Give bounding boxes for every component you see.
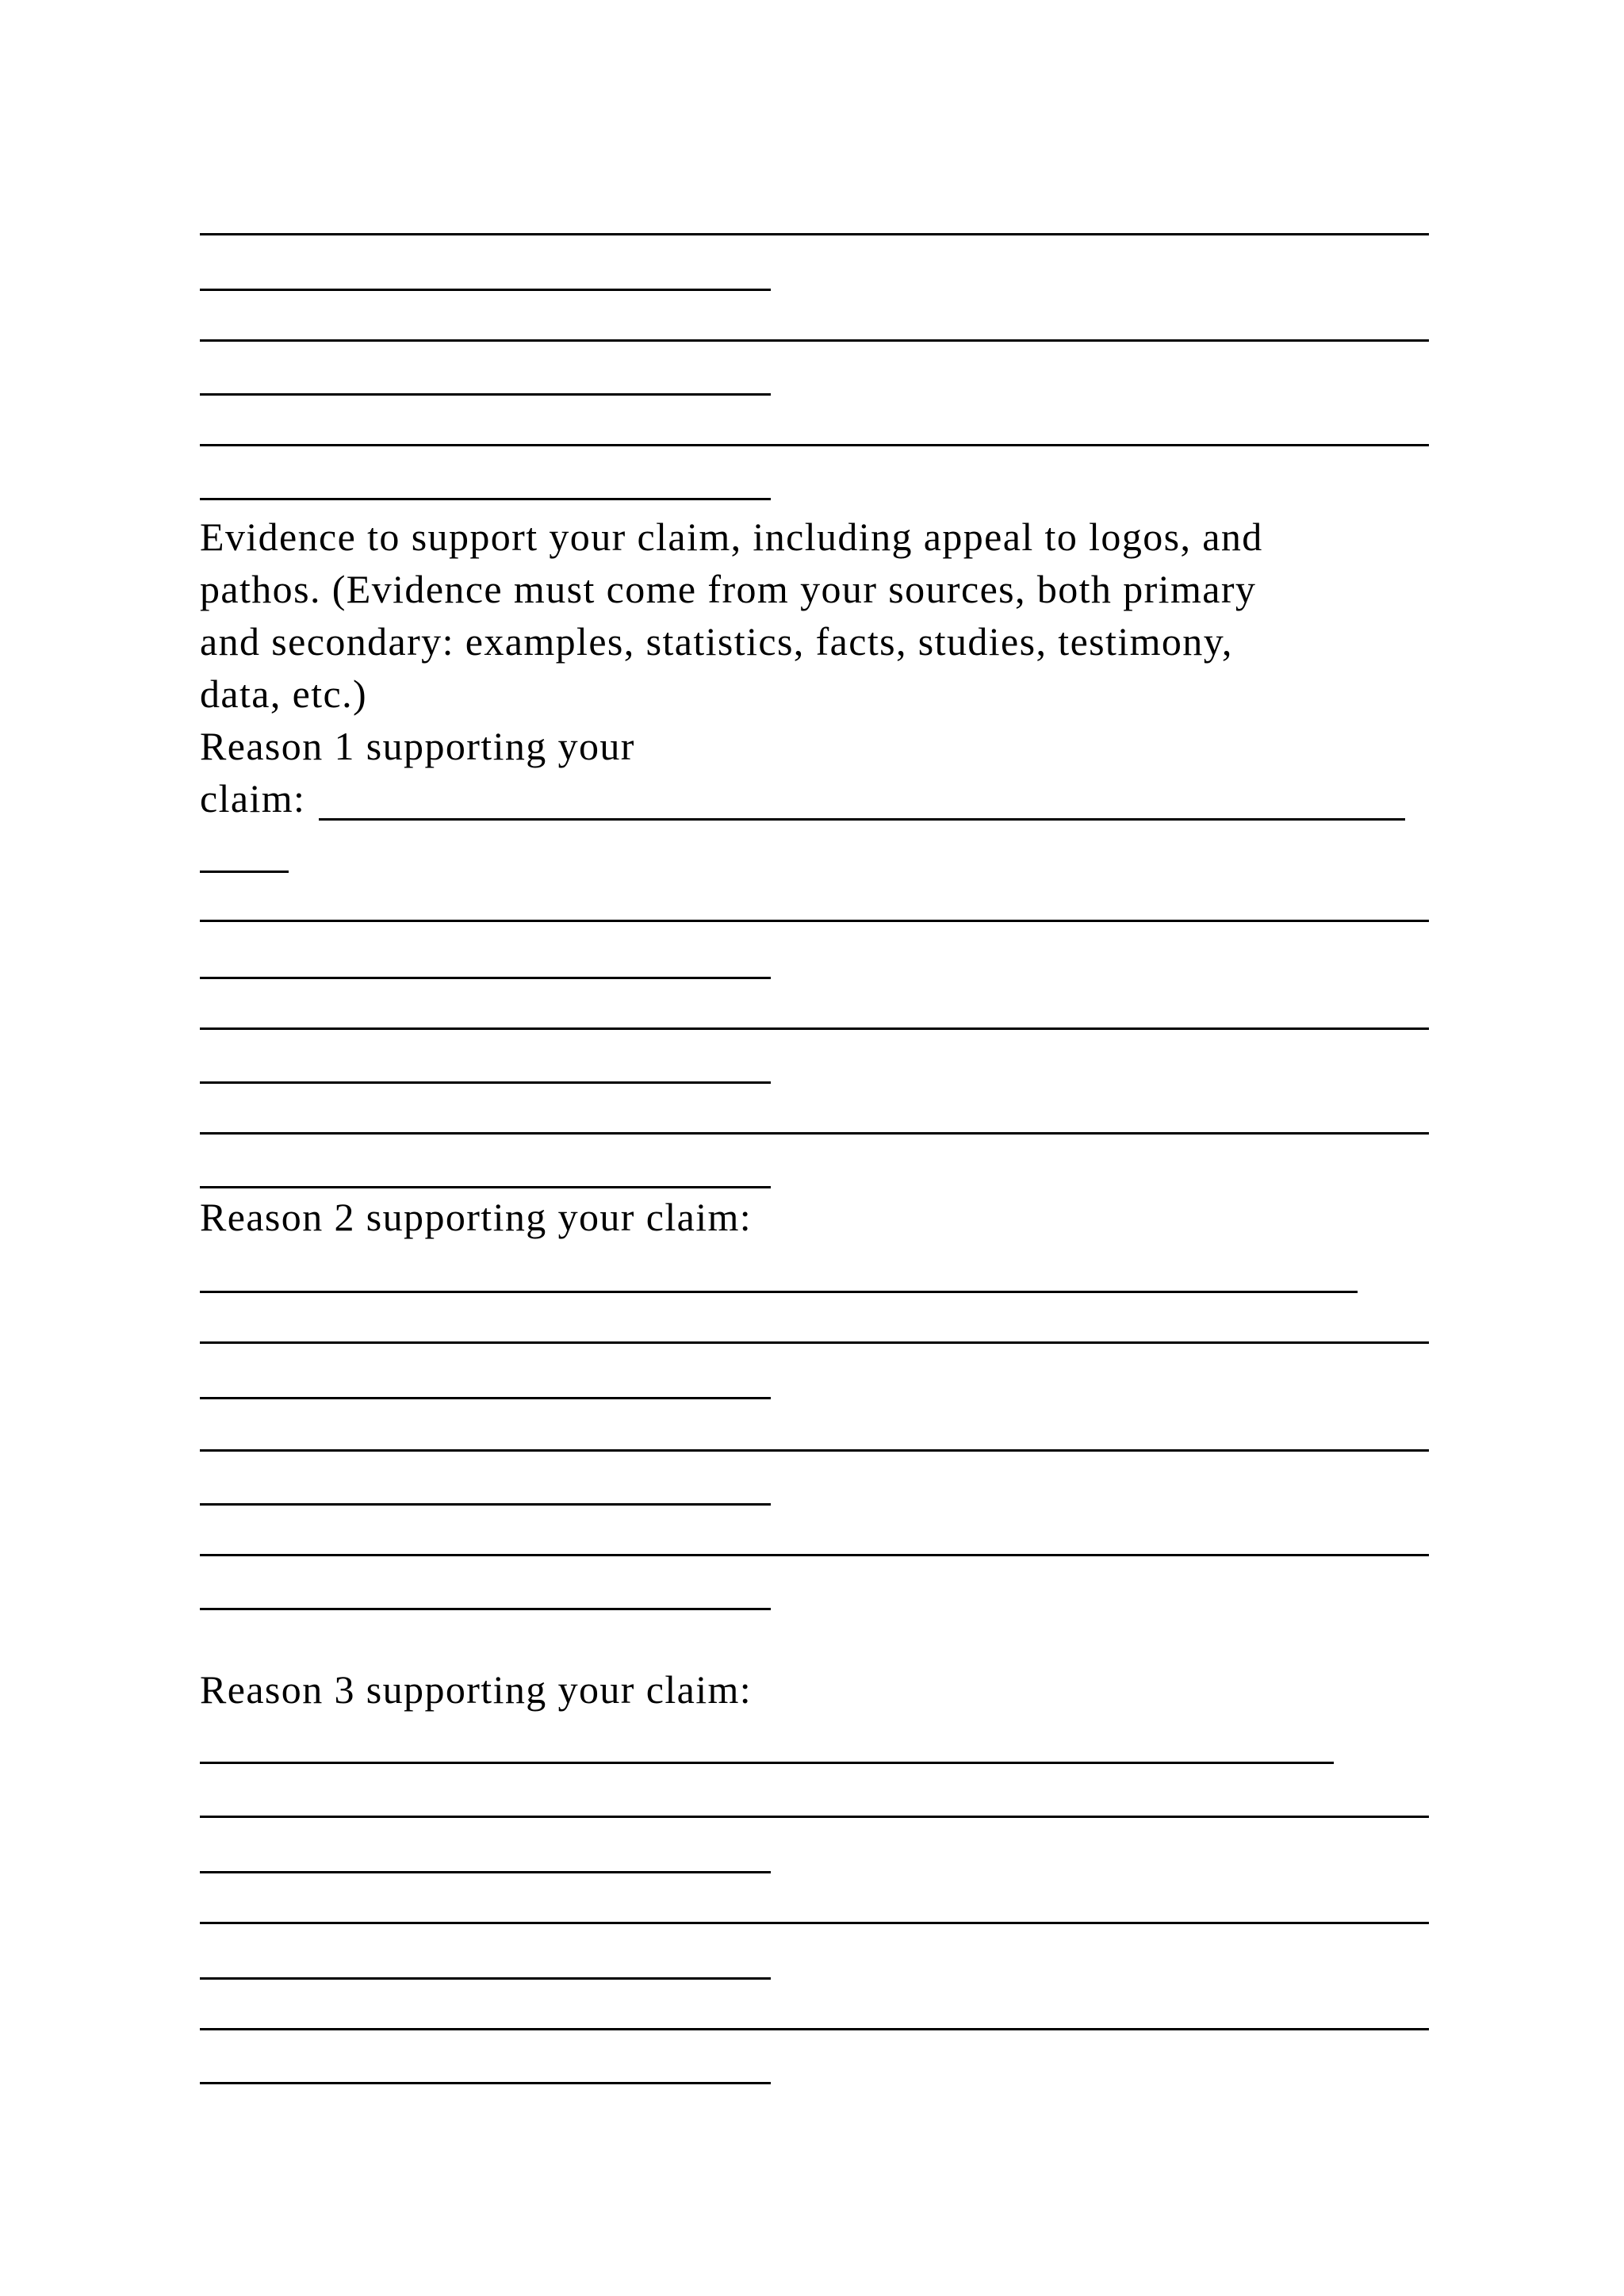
answer-line [200, 1871, 771, 1873]
answer-line [200, 1186, 771, 1188]
answer-line [200, 2028, 1429, 2030]
answer-line [200, 339, 1429, 342]
evidence-instructions-line: Evidence to support your claim, including appeal to logos, and [200, 515, 1263, 559]
answer-line [200, 1762, 1334, 1764]
reason-1-label-cont: claim: [200, 776, 306, 821]
answer-line [200, 289, 771, 291]
answer-line [200, 871, 289, 873]
evidence-instructions-line: pathos. (Evidence must come from your sources, both primary [200, 567, 1257, 611]
answer-line [200, 1816, 1429, 1818]
answer-line [200, 1291, 1358, 1293]
answer-line [200, 1449, 1429, 1452]
answer-line [200, 1608, 771, 1610]
answer-line [200, 1132, 1429, 1135]
answer-line [200, 1341, 1429, 1344]
evidence-instructions-line: and secondary: examples, statistics, facts, studies, testimony, [200, 619, 1233, 664]
reason-2-label: Reason 2 supporting your claim: [200, 1195, 753, 1239]
answer-line [200, 2082, 771, 2084]
answer-line [200, 1977, 771, 1980]
evidence-instructions-line: data, etc.) [200, 672, 368, 716]
answer-line [200, 1081, 771, 1084]
document-page [200, 0, 1437, 2296]
answer-line [200, 498, 771, 500]
answer-line [200, 1554, 1429, 1556]
reason-3-label: Reason 3 supporting your claim: [200, 1667, 753, 1712]
answer-line [200, 393, 771, 396]
reason-1-label: Reason 1 supporting your [200, 724, 635, 768]
answer-line [200, 977, 771, 979]
answer-line [200, 233, 1429, 235]
answer-line [200, 444, 1429, 446]
answer-line [319, 818, 1405, 821]
answer-line [200, 1027, 1429, 1030]
answer-line [200, 1397, 771, 1399]
answer-line [200, 920, 1429, 922]
answer-line [200, 1922, 1429, 1924]
answer-line [200, 1503, 771, 1506]
